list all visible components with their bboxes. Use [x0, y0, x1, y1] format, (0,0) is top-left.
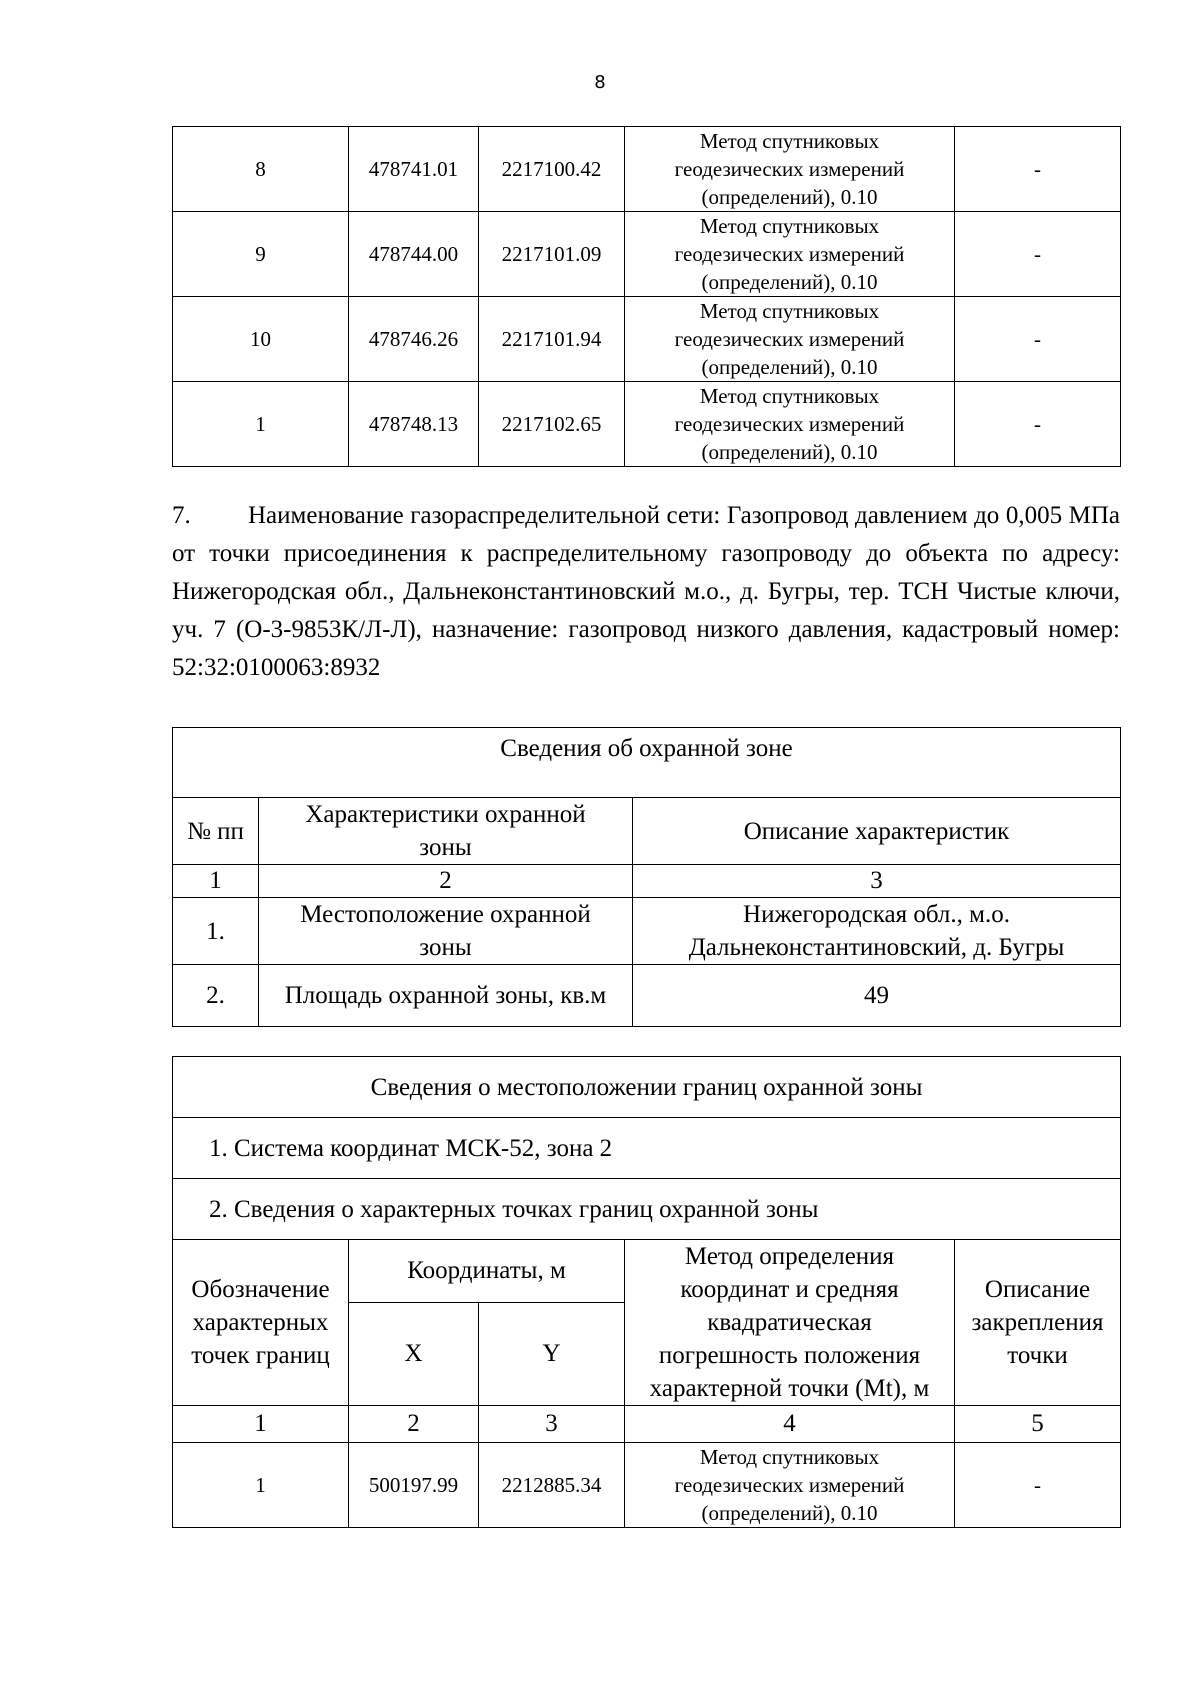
- point-cell: 8: [173, 127, 349, 212]
- y-cell: 2217101.09: [479, 212, 625, 297]
- table-row: [173, 898, 1121, 965]
- table-row: [173, 965, 1121, 1027]
- x-cell: 500197.99: [349, 1443, 479, 1528]
- table-row: [173, 1443, 1121, 1528]
- section-number: 7.: [172, 502, 191, 529]
- header-method: Метод определения координат и средняя квадратическая погрешность положения характерной точки (Mt), м: [625, 1240, 955, 1406]
- method-cell: Метод спутниковых геодезических измерений (определений), 0.10: [625, 212, 955, 297]
- point-cell: 10: [173, 297, 349, 382]
- header-characteristics: Характеристики охранной зоны: [259, 798, 633, 865]
- y-cell: 2212885.34: [479, 1443, 625, 1528]
- section-paragraph: [172, 497, 1120, 687]
- desc-cell: -: [955, 297, 1121, 382]
- method-cell: Метод спутниковых геодезических измерений (определений), 0.10: [625, 382, 955, 467]
- table-title-row: [173, 1057, 1121, 1118]
- desc-cell: -: [955, 382, 1121, 467]
- coord-system: 1. Система координат МСК-52, зона 2: [173, 1118, 1121, 1179]
- section-text: Наименование газораспределительной сети: Газопровод давлением до 0,005 МПа от точки присоединения к распределительному газопроводу до объекта по адресу: Нижегородская обл., Дальнеконстантиновский м.о., д. Бугры, тер. ТСН Чистые ключи, уч. 7 (О-3-9853К/Л-Л), назначение: газопровод низкого давления, кадастровый номер: 52:32:0100063:8932: [172, 502, 1120, 681]
- x-cell: 478744.00: [349, 212, 479, 297]
- table-row: [173, 212, 1121, 297]
- table-row: [173, 382, 1121, 467]
- page-number: 8: [594, 72, 606, 93]
- header-y: Y: [479, 1302, 625, 1406]
- row-number: 2.: [173, 965, 259, 1027]
- column-index: 1: [173, 865, 259, 898]
- point-cell: 9: [173, 212, 349, 297]
- column-index: 3: [479, 1406, 625, 1443]
- coord-system-row: [173, 1118, 1121, 1179]
- row-number: 1.: [173, 898, 259, 965]
- characteristic-cell: Местоположение охранной зоны: [259, 898, 633, 965]
- column-index-row: [173, 1406, 1121, 1443]
- desc-cell: -: [955, 212, 1121, 297]
- header-point: Обозначение характерных точек границ: [173, 1240, 349, 1406]
- coordinates-table-continuation: [172, 126, 1121, 467]
- method-cell: Метод спутниковых геодезических измерений (определений), 0.10: [625, 1443, 955, 1528]
- table-row: [173, 127, 1121, 212]
- column-index-row: [173, 865, 1121, 898]
- table-header-row: [173, 1240, 1121, 1303]
- points-info-row: [173, 1179, 1121, 1240]
- column-index: 5: [955, 1406, 1121, 1443]
- column-index: 2: [259, 865, 633, 898]
- description-cell: 49: [633, 965, 1121, 1027]
- points-info: 2. Сведения о характерных точках границ охранной зоны: [173, 1179, 1121, 1240]
- description-cell: Нижегородская обл., м.о. Дальнеконстантиновский, д. Бугры: [633, 898, 1121, 965]
- zone-boundary-table: [172, 1056, 1121, 1528]
- point-cell: 1: [173, 1443, 349, 1528]
- header-number: № пп: [173, 798, 259, 865]
- table-title-row: [173, 728, 1121, 798]
- x-cell: 478746.26: [349, 297, 479, 382]
- x-cell: 478741.01: [349, 127, 479, 212]
- column-index: 3: [633, 865, 1121, 898]
- x-cell: 478748.13: [349, 382, 479, 467]
- y-cell: 2217102.65: [479, 382, 625, 467]
- desc-cell: -: [955, 127, 1121, 212]
- table-row: [173, 297, 1121, 382]
- column-index: 2: [349, 1406, 479, 1443]
- table-title: Сведения о местоположении границ охранной зоны: [173, 1057, 1121, 1118]
- method-cell: Метод спутниковых геодезических измерений (определений), 0.10: [625, 127, 955, 212]
- header-x: X: [349, 1302, 479, 1406]
- table-header-row: [173, 798, 1121, 865]
- y-cell: 2217101.94: [479, 297, 625, 382]
- header-coordinates: Координаты, м: [349, 1240, 625, 1303]
- header-description: Описание закрепления точки: [955, 1240, 1121, 1406]
- header-description: Описание характеристик: [633, 798, 1121, 865]
- desc-cell: -: [955, 1443, 1121, 1528]
- table-title: Сведения об охранной зоне: [173, 728, 1121, 798]
- point-cell: 1: [173, 382, 349, 467]
- protection-zone-table: [172, 727, 1121, 1027]
- characteristic-cell: Площадь охранной зоны, кв.м: [259, 965, 633, 1027]
- method-cell: Метод спутниковых геодезических измерений (определений), 0.10: [625, 297, 955, 382]
- y-cell: 2217100.42: [479, 127, 625, 212]
- column-index: 1: [173, 1406, 349, 1443]
- column-index: 4: [625, 1406, 955, 1443]
